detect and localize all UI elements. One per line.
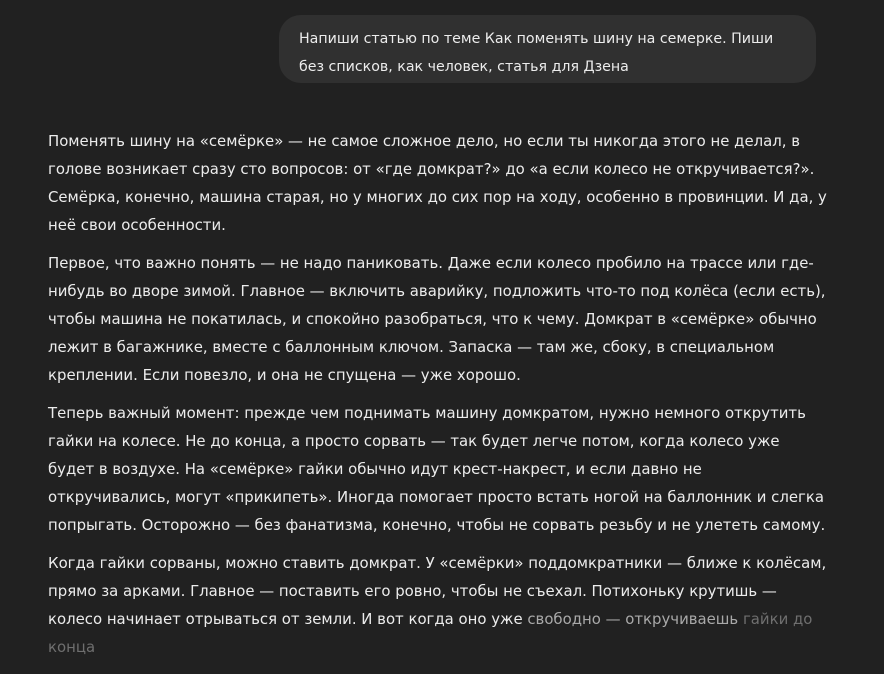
assistant-paragraph-4 xyxy=(48,549,828,661)
streaming-text-fading: свободно — откручиваешь xyxy=(527,610,739,628)
assistant-paragraph-1: Поменять шину на «семёрке» — не самое сложное дело, но если ты никогда этого не делал, в голове возникает сразу сто вопросов: от «где домкрат?» до «а если колесо не откручивается?». Семёрка, конечно, машина старая, но у многих до сих пор на ходу, особенно в провинции. И да, у неё свои особенности. xyxy=(48,132,827,234)
streaming-text-solid: Когда гайки сорваны, можно ставить домкрат. У «семёрки» поддомкратники — ближе к колёсам, прямо за арками. Главное — поставить его ровно, чтобы не съехал. Потихоньку крутишь — колесо начинает отрываться от земли. И вот когда оно уже xyxy=(48,554,827,628)
streaming-text-faded: гайки до конца xyxy=(48,610,813,656)
assistant-message xyxy=(48,127,828,671)
user-message-bubble xyxy=(279,15,816,83)
user-message-text: Напиши статью по теме Как поменять шину на семерке. Пиши без списков, как человек, статья для Дзена xyxy=(299,31,774,75)
assistant-paragraph-3: Теперь важный момент: прежде чем поднимать машину домкратом, нужно немного открутить гайки на колесе. Не до конца, а просто сорвать — так будет легче потом, когда колесо уже будет в воздухе. На «семёрке» гайки обычно идут крест-накрест, и если давно не откручивались, могут «прикипеть». Иногда помогает просто встать ногой на баллонник и слегка попрыгать. Осторожно — без фанатизма, конечно, чтобы не сорвать резьбу и не улететь самому. xyxy=(48,404,826,534)
assistant-paragraph-2: Первое, что важно понять — не надо паниковать. Даже если колесо пробило на трассе или где-нибудь во дворе зимой. Главное — включить аварийку, подложить что-то под колёса (если есть), чтобы машина не покатилась, и спокойно разобраться, что к чему. Домкрат в «семёрке» обычно лежит в багажнике, вместе с баллонным ключом. Запаска — там же, сбоку, в специальном креплении. Если повезло, и она не спущена — уже хорошо. xyxy=(48,254,826,384)
